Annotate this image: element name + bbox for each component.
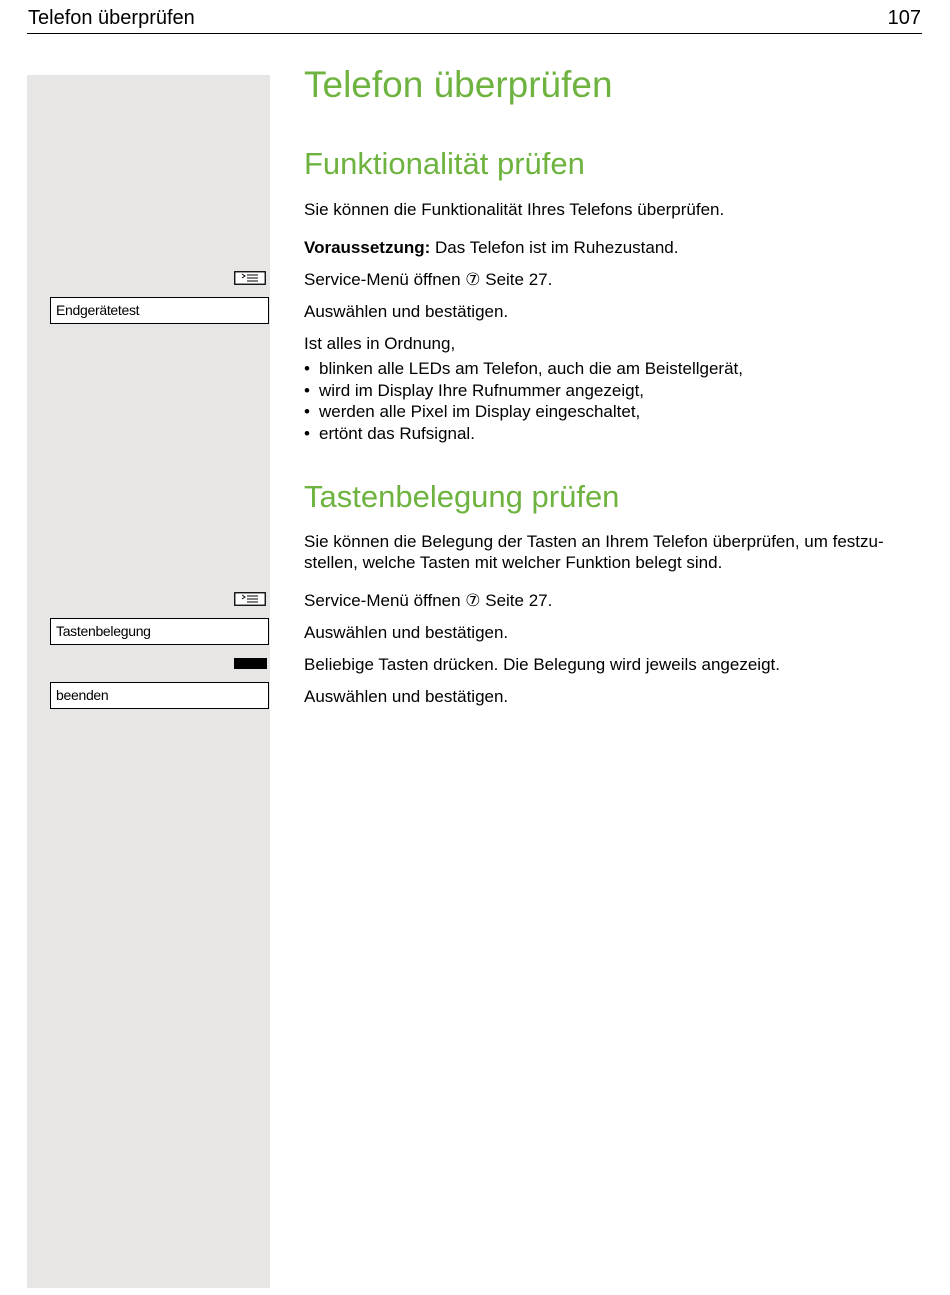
section2-intro-line2: stellen, welche Tasten mit welcher Funktion belegt sind. — [304, 553, 723, 572]
display-item-label: Endgerätetest — [56, 302, 140, 318]
section2-step-select: Auswählen und bestätigen. — [304, 623, 509, 642]
section-heading-functionality: Funktionalität prüfen — [304, 146, 585, 181]
section1-intro: Sie können die Funktionalität Ihres Telefons überprüfen. — [304, 200, 725, 219]
header-title: Telefon überprüfen — [28, 7, 195, 29]
menu-key-icon — [234, 592, 266, 606]
section1-prerequisite — [304, 237, 678, 258]
page-number: 107 — [887, 7, 921, 29]
section2-intro-line1: Sie können die Belegung der Tasten an Ihrem Telefon überprüfen, um festzu- — [304, 532, 884, 551]
section1-step-select: Auswählen und bestätigen. — [304, 302, 509, 321]
list-item: • wird im Display Ihre Rufnummer angezeigt, — [304, 380, 743, 402]
display-item-label: Tastenbelegung — [56, 623, 151, 639]
section-heading-key-assignment: Tastenbelegung prüfen — [304, 479, 620, 514]
page-title: Telefon überprüfen — [304, 64, 613, 105]
section1-result-intro: Ist alles in Ordnung, — [304, 334, 456, 353]
section2-step-open-menu: Service-Menü öffnen ⑦ Seite 27. — [304, 591, 553, 610]
display-item-tastenbelegung[interactable] — [50, 618, 269, 645]
section2-step-confirm: Auswählen und bestätigen. — [304, 687, 509, 706]
display-item-endgeraetetest[interactable] — [50, 297, 269, 324]
prerequisite-text: Das Telefon ist im Ruhezustand. — [430, 238, 679, 257]
section2-step-press-keys: Beliebige Tasten drücken. Die Belegung wird jeweils angezeigt. — [304, 655, 780, 674]
display-item-beenden[interactable] — [50, 682, 269, 709]
list-item: • werden alle Pixel im Display eingeschaltet, — [304, 401, 743, 423]
section1-step-open-menu: Service-Menü öffnen ⑦ Seite 27. — [304, 270, 553, 289]
menu-key-icon — [234, 271, 266, 285]
result-list — [304, 358, 743, 444]
prerequisite-label: Voraussetzung: — [304, 238, 431, 257]
black-key-icon — [234, 658, 267, 669]
list-item: • blinken alle LEDs am Telefon, auch die am Beistellgerät, — [304, 358, 743, 380]
page-header — [27, 6, 922, 34]
display-item-label: beenden — [56, 687, 109, 703]
list-item: • ertönt das Rufsignal. — [304, 423, 743, 445]
